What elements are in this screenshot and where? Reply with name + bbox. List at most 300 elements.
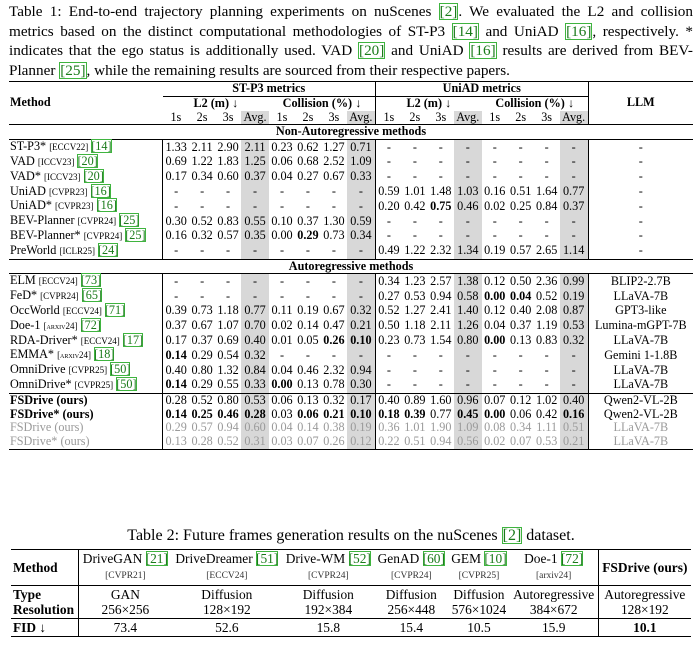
method-label: Doe-1: [10, 317, 41, 332]
table-row: [9, 393, 693, 407]
method-label: BEV-Planner*: [10, 227, 81, 242]
metric-cell: 1.11: [536, 420, 558, 435]
trajectory-planning-table: [9, 81, 693, 450]
llm-cell: LLaVA-7B: [613, 288, 669, 303]
metric-cell: 0.73: [404, 333, 426, 348]
citation-link[interactable]: [16]: [90, 183, 111, 198]
metric-cell: 1.30: [323, 213, 345, 228]
citation-link[interactable]: [16]: [470, 42, 496, 59]
metric-cell: 0.29: [191, 347, 213, 362]
venue-tag: [ECCV24]: [80, 335, 120, 346]
metric-cell: 1.60: [430, 392, 452, 407]
table2-caption: Table 2: Future frames generation results on the nuScenes [2] dataset.: [127, 527, 575, 544]
metric-cell: 0.94: [430, 288, 452, 303]
metric-cell: 0.03: [271, 434, 293, 449]
method-name: [9, 289, 163, 304]
t2-type: GAN: [110, 587, 140, 602]
method-label: BEV-Planner: [10, 213, 75, 228]
citation-link[interactable]: [14]: [91, 139, 112, 154]
metric-cell: -: [331, 184, 336, 199]
frame-generation-table: [11, 549, 691, 637]
metric-cell: -: [454, 155, 482, 170]
metric-cell: -: [438, 362, 443, 377]
metric-cell: 0.32: [191, 228, 213, 243]
metric-cell: -: [454, 170, 482, 185]
metric-cell: 0.23: [378, 333, 400, 348]
metric-cell: 0.00: [271, 228, 293, 243]
metric-cell: 0.25: [191, 406, 213, 421]
metric-cell: 0.14: [297, 318, 319, 333]
metric-cell: 0.67: [323, 169, 345, 184]
table-row: [9, 199, 693, 214]
method-name: [9, 363, 163, 378]
method-label: ST-P3*: [10, 139, 47, 154]
metric-cell: 0.67: [191, 318, 213, 333]
t2-method-name: Drive-WM: [285, 551, 346, 566]
citation-link[interactable]: [25]: [125, 227, 146, 242]
metric-cell: 0.96: [454, 393, 482, 407]
metric-cell: 0.16: [484, 184, 506, 199]
metric-cell: 1.19: [535, 318, 558, 333]
metric-cell: 0.42: [404, 198, 426, 213]
header-horizon: 1s: [383, 109, 395, 124]
header-stp3-metrics: ST-P3 metrics: [163, 82, 376, 97]
metric-cell: 0.52: [217, 434, 239, 449]
metric-cell: 0.94: [217, 420, 239, 435]
table-row: [9, 214, 693, 229]
llm-cell: Qwen2-VL-2B: [603, 406, 678, 421]
method-name: [9, 421, 163, 435]
method-name: [9, 214, 163, 229]
section-row: [9, 125, 693, 140]
method-label: OmniDrive*: [10, 376, 72, 391]
citation-link[interactable]: [73]: [80, 273, 102, 288]
metric-cell: -: [226, 184, 231, 199]
metric-cell: 0.55: [217, 377, 239, 392]
metric-cell: 1.38: [454, 274, 482, 289]
metric-cell: -: [438, 139, 443, 154]
t2-method-col: [172, 550, 283, 586]
metric-cell: -: [279, 288, 284, 303]
citation-link[interactable]: [16]: [96, 198, 117, 213]
metric-cell: 0.20: [378, 198, 400, 213]
metric-cell: 0.25: [510, 198, 532, 213]
method-label: OmniDrive: [10, 362, 66, 377]
t2-header-method: Method: [11, 550, 79, 586]
metric-cell: 0.40: [241, 334, 269, 349]
metric-cell: 0.51: [560, 421, 589, 435]
metric-cell: -: [347, 289, 376, 304]
citation-link[interactable]: [25]: [60, 61, 86, 79]
metric-cell: 0.14: [297, 420, 319, 435]
metric-cell: 0.37: [191, 333, 213, 348]
metric-cell: -: [241, 244, 269, 259]
table-row: [9, 378, 693, 393]
header-method: Method: [9, 82, 163, 125]
metric-cell: 0.06: [510, 406, 532, 421]
metric-cell: 0.68: [297, 154, 319, 169]
metric-cell: 0.57: [191, 420, 213, 435]
metric-cell: 0.47: [323, 318, 345, 333]
metric-cell: -: [331, 288, 336, 303]
metric-cell: 2.52: [323, 154, 345, 169]
metric-cell: 0.46: [297, 362, 319, 377]
metric-cell: -: [454, 229, 482, 244]
metric-cell: 0.01: [271, 333, 293, 348]
method-name: [9, 229, 163, 244]
metric-cell: -: [560, 140, 589, 155]
llm-cell: LLaVA-7B: [613, 377, 669, 392]
metric-cell: -: [544, 228, 549, 243]
method-label: FSDrive* (ours): [10, 406, 94, 421]
citation-link[interactable]: [72]: [80, 317, 101, 332]
metric-cell: 0.37: [241, 170, 269, 185]
metric-cell: 0.04: [271, 420, 293, 435]
metric-cell: 0.37: [510, 318, 532, 333]
llm-cell: -: [638, 198, 643, 213]
metric-cell: 0.50: [510, 273, 532, 288]
metric-cell: 0.14: [165, 347, 187, 362]
header-horizon: 3s: [328, 109, 340, 124]
method-label: PreWorld: [10, 242, 57, 257]
citation-link[interactable]: [60]: [422, 551, 445, 566]
header-horizon: Avg.: [347, 111, 376, 125]
metric-cell: -: [412, 377, 417, 392]
table-row: [9, 185, 693, 200]
metric-cell: -: [544, 347, 549, 362]
citation-link[interactable]: [10]: [484, 551, 507, 566]
metric-cell: 0.69: [217, 333, 239, 348]
metric-cell: 0.37: [297, 213, 319, 228]
metric-cell: -: [412, 139, 417, 154]
metric-cell: 1.90: [430, 420, 452, 435]
metric-cell: 0.19: [297, 303, 319, 318]
metric-cell: 1.27: [404, 303, 426, 318]
metric-cell: -: [386, 139, 391, 154]
metric-cell: -: [518, 213, 523, 228]
t2-type-resolution: [448, 586, 509, 619]
metric-cell: 0.67: [323, 303, 345, 318]
metric-cell: 0.53: [535, 434, 558, 449]
venue-tag: [CVPR25]: [68, 365, 108, 376]
metric-cell: 2.08: [535, 303, 558, 318]
venue-tag: [CVPR24]: [307, 571, 349, 581]
llm-cell: Gemini 1-1.8B: [604, 347, 678, 362]
venue-tag: [ECCV24]: [38, 276, 78, 287]
t2-method-name: Doe-1: [524, 551, 558, 566]
method-name: [9, 155, 163, 170]
citation-link[interactable]: [20]: [359, 42, 385, 59]
metric-cell: -: [331, 198, 336, 213]
metric-cell: 0.62: [297, 139, 319, 154]
method-name: [9, 393, 163, 407]
llm-cell: -: [638, 213, 643, 228]
metric-cell: 0.83: [535, 333, 558, 348]
metric-cell: -: [305, 184, 310, 199]
metric-cell: -: [454, 363, 482, 378]
metric-cell: 0.42: [535, 406, 558, 421]
t2-resolution: 128×192: [202, 602, 251, 617]
header-horizon: 3s: [541, 109, 553, 124]
t2-fid: 73.4: [113, 620, 138, 635]
llm-cell: -: [638, 228, 643, 243]
metric-cell: 1.09: [347, 155, 376, 170]
metric-cell: 0.00: [484, 406, 506, 421]
t2-resolution: 128×192: [620, 602, 669, 617]
citation-link[interactable]: [52]: [348, 551, 371, 566]
header-collision: Collision (%) ↓: [482, 96, 588, 110]
metric-cell: 2.57: [430, 273, 452, 288]
t2-method-name: GenAD: [377, 551, 420, 566]
venue-tag: [ICCV23]: [43, 171, 81, 182]
method-label: EMMA*: [10, 347, 55, 362]
metric-cell: 0.40: [510, 303, 532, 318]
metric-cell: 0.33: [241, 378, 269, 393]
metric-cell: -: [454, 140, 482, 155]
metric-cell: -: [200, 273, 205, 288]
llm-cell: LLaVA-7B: [613, 420, 669, 435]
venue-tag: [CVPR24]: [77, 216, 117, 227]
metric-cell: -: [331, 273, 336, 288]
llm-cell: Lumina-mGPT-7B: [594, 318, 687, 333]
citation-link[interactable]: [72]: [560, 551, 584, 566]
metric-cell: 0.55: [241, 214, 269, 229]
table-row: [9, 319, 693, 334]
metric-cell: -: [200, 198, 205, 213]
metric-cell: 1.01: [404, 420, 426, 435]
metric-cell: 2.11: [191, 139, 213, 154]
citation-link[interactable]: [18]: [94, 347, 115, 362]
citation-link[interactable]: [16]: [566, 22, 592, 40]
metric-cell: 1.83: [217, 154, 239, 169]
metric-cell: -: [279, 198, 284, 213]
venue-tag: [CVPR24]: [83, 230, 123, 241]
metric-cell: 1.33: [165, 139, 187, 154]
citation-link[interactable]: [65]: [81, 288, 103, 303]
metric-cell: -: [492, 169, 497, 184]
metric-cell: 0.40: [560, 393, 589, 407]
metric-cell: 0.00: [484, 288, 506, 303]
metric-cell: -: [412, 213, 417, 228]
metric-cell: 1.09: [454, 421, 482, 435]
venue-tag: [ECCV24]: [62, 305, 102, 316]
citation-link[interactable]: [2]: [502, 527, 522, 544]
metric-cell: -: [560, 348, 589, 363]
metric-cell: 0.29: [191, 377, 213, 392]
metric-cell: 0.99: [560, 274, 589, 289]
method-name: [9, 274, 163, 289]
metric-cell: 0.50: [378, 318, 400, 333]
citation-link[interactable]: [50]: [116, 376, 137, 391]
citation-link[interactable]: [25]: [119, 213, 140, 228]
table-row: [9, 435, 693, 449]
metric-cell: 0.14: [165, 377, 187, 392]
t2-type-resolution: [510, 586, 599, 619]
metric-cell: -: [438, 228, 443, 243]
metric-cell: 2.36: [535, 273, 558, 288]
metric-cell: 0.02: [484, 198, 506, 213]
metric-cell: -: [241, 274, 269, 289]
table-row: [9, 289, 693, 304]
header-horizon: 2s: [409, 109, 421, 124]
metric-cell: -: [386, 169, 391, 184]
t2-type: Diffusion: [453, 587, 505, 602]
metric-cell: -: [226, 198, 231, 213]
metric-cell: 0.52: [191, 213, 213, 228]
metric-cell: 0.84: [535, 198, 558, 213]
method-label: FSDrive* (ours): [10, 434, 90, 449]
metric-cell: 0.04: [510, 288, 532, 303]
metric-cell: -: [200, 184, 205, 199]
citation-link[interactable]: [71]: [104, 302, 126, 317]
metric-cell: 0.12: [484, 273, 506, 288]
citation-link[interactable]: [50]: [110, 362, 131, 377]
metric-cell: 0.06: [271, 154, 293, 169]
metric-cell: 0.51: [510, 184, 532, 199]
metric-cell: -: [347, 199, 376, 214]
venue-tag: [CVPR21]: [105, 571, 146, 581]
metric-cell: -: [412, 228, 417, 243]
metric-cell: -: [544, 362, 549, 377]
metric-cell: 1.26: [454, 319, 482, 334]
metric-cell: 0.69: [165, 154, 187, 169]
metric-cell: 0.02: [271, 318, 293, 333]
metric-cell: 1.07: [217, 318, 239, 333]
metric-cell: 0.00: [271, 377, 293, 392]
metric-cell: 0.10: [271, 213, 293, 228]
metric-cell: -: [174, 184, 179, 199]
method-label: UniAD*: [10, 198, 52, 213]
metric-cell: -: [438, 213, 443, 228]
metric-cell: 0.18: [378, 406, 400, 421]
metric-cell: 0.77: [560, 185, 589, 200]
header-horizon: Avg.: [454, 111, 482, 125]
metric-cell: 0.32: [347, 304, 376, 319]
metric-cell: 1.03: [454, 185, 482, 200]
metric-cell: -: [412, 169, 417, 184]
metric-cell: -: [386, 362, 391, 377]
metric-cell: 0.17: [347, 393, 376, 407]
metric-cell: 0.34: [347, 229, 376, 244]
metric-cell: 0.32: [560, 334, 589, 349]
method-label: FSDrive (ours): [10, 420, 84, 435]
llm-cell: -: [638, 154, 643, 169]
metric-cell: -: [518, 377, 523, 392]
metric-cell: 0.40: [165, 362, 187, 377]
metric-cell: 0.34: [510, 420, 532, 435]
citation-link[interactable]: [21]: [145, 551, 168, 566]
metric-cell: 0.07: [484, 392, 506, 407]
metric-cell: -: [386, 228, 391, 243]
t2-fid: 15.9: [510, 619, 599, 637]
header-collision: Collision (%) ↓: [269, 96, 375, 110]
method-label: ELM: [10, 273, 36, 288]
metric-cell: -: [492, 228, 497, 243]
llm-cell: LLaVA-7B: [613, 333, 669, 348]
metric-cell: -: [412, 362, 417, 377]
table1-caption: Table 1: End-to-end trajectory planning experiments on nuScenes [2]. We evaluated the L2 and collision metrics based on the distinct computational methodologies of ST-P3 [14] and UniAD [16], respectively. * indicates that the ego status is additionally used. VAD [20] and UniAD [16] results are derived from BEV-Planner [25], while the remaining results are sourced from their respective papers.: [9, 3, 693, 79]
metric-cell: -: [560, 378, 589, 393]
t2-header-fid: FID ↓: [11, 619, 79, 637]
metric-cell: -: [347, 274, 376, 289]
metric-cell: 0.13: [297, 377, 319, 392]
metric-cell: -: [174, 288, 179, 303]
metric-cell: -: [412, 154, 417, 169]
t2-method-name: FSDrive (ours): [602, 560, 688, 575]
metric-cell: 1.25: [241, 155, 269, 170]
llm-cell: Qwen2-VL-2B: [603, 392, 678, 407]
llm-cell: -: [638, 139, 643, 154]
table-row: [9, 421, 693, 435]
metric-cell: 1.40: [454, 304, 482, 319]
citation-link[interactable]: [20]: [83, 168, 104, 183]
venue-tag: [CVPR25]: [458, 571, 500, 581]
metric-cell: 0.04: [484, 318, 506, 333]
metric-cell: 0.00: [484, 333, 506, 348]
metric-cell: 0.34: [191, 169, 213, 184]
method-label: OccWorld: [10, 302, 60, 317]
metric-cell: 0.16: [165, 228, 187, 243]
metric-cell: 1.32: [217, 362, 239, 377]
table-row: [9, 140, 693, 155]
header-horizon: 3s: [435, 109, 447, 124]
citation-link[interactable]: [20]: [77, 153, 98, 168]
metric-cell: -: [347, 244, 376, 259]
metric-cell: 0.80: [217, 392, 239, 407]
table-row: [9, 229, 693, 244]
t2-fid: 10.5: [467, 620, 491, 635]
t2-method-name: DriveDreamer: [175, 551, 253, 566]
metric-cell: 1.54: [430, 333, 452, 348]
metric-cell: 0.31: [241, 435, 269, 449]
metric-cell: 0.58: [454, 289, 482, 304]
metric-cell: 0.19: [560, 289, 589, 304]
metric-cell: 1.48: [430, 184, 452, 199]
metric-cell: 0.80: [454, 334, 482, 349]
table-row: [9, 155, 693, 170]
header-l2: L2 (m) ↓: [375, 96, 481, 110]
citation-link[interactable]: [14]: [452, 22, 478, 40]
citation-link[interactable]: [51]: [256, 551, 279, 566]
metric-cell: 0.26: [323, 434, 345, 449]
metric-cell: -: [454, 348, 482, 363]
metric-cell: 0.52: [535, 288, 558, 303]
metric-cell: 0.13: [297, 392, 319, 407]
t2-method-col: [448, 550, 509, 586]
metric-cell: 0.53: [241, 393, 269, 407]
table-row: [9, 334, 693, 349]
method-label: VAD: [10, 153, 35, 168]
header-horizon: Avg.: [560, 111, 589, 125]
t2-type: Diffusion: [201, 587, 253, 602]
t2-fid: 10.1: [633, 620, 657, 635]
metric-cell: -: [454, 378, 482, 393]
metric-cell: 0.87: [560, 304, 589, 319]
metric-cell: 0.59: [347, 214, 376, 229]
venue-tag: [arxiv24]: [57, 350, 92, 361]
metric-cell: 0.46: [454, 199, 482, 214]
metric-cell: 0.59: [378, 184, 400, 199]
metric-cell: 0.17: [165, 169, 187, 184]
citation-link[interactable]: [2]: [439, 3, 458, 20]
metric-cell: 0.14: [165, 406, 187, 421]
metric-cell: 0.38: [323, 420, 345, 435]
metric-cell: 0.37: [165, 318, 187, 333]
section-heading: Autoregressive methods: [288, 258, 414, 273]
citation-link[interactable]: [17]: [122, 332, 144, 347]
header-l2: L2 (m) ↓: [163, 96, 269, 110]
citation-link[interactable]: [24]: [98, 242, 119, 257]
